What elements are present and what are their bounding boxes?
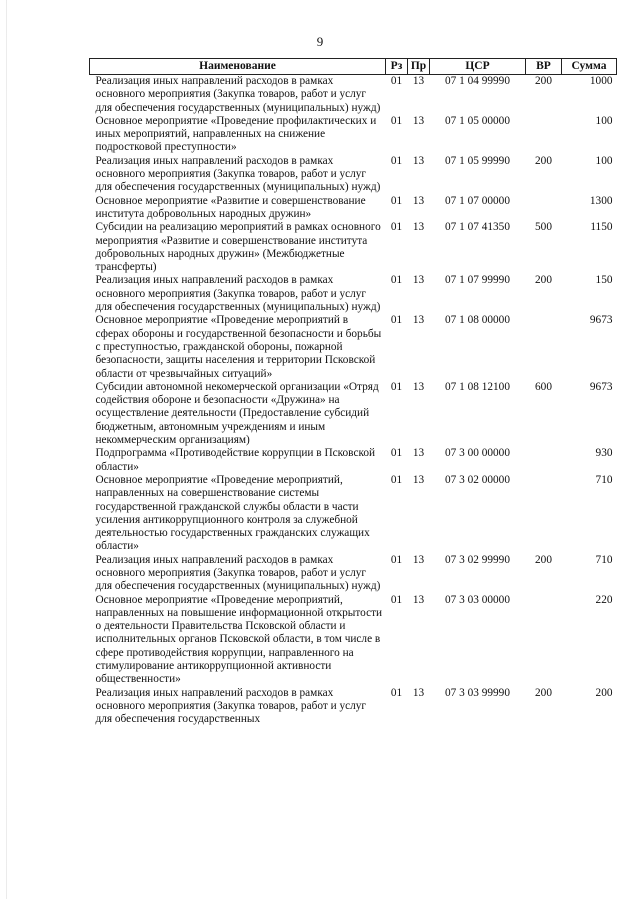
table-row bbox=[90, 447, 617, 474]
cell-pr: 13 bbox=[412, 114, 425, 127]
cell-vr bbox=[526, 447, 562, 474]
cell-vr bbox=[526, 314, 562, 380]
header-csr: ЦСР bbox=[430, 59, 526, 75]
table-row bbox=[90, 381, 617, 447]
cell-vr bbox=[526, 474, 562, 554]
cell-sum: 100 bbox=[595, 154, 613, 167]
cell-pr: 13 bbox=[412, 380, 425, 393]
cell-csr: 07 1 07 99990 bbox=[445, 274, 510, 287]
cell-pr: 13 bbox=[412, 154, 425, 167]
cell-sum: 9673 bbox=[589, 380, 613, 393]
cell-name: Основное мероприятие «Проведение профилактических и иных мероприятий, направленных на снижение подростковой преступности» bbox=[95, 114, 377, 154]
cell-name: Основное мероприятие «Проведение мероприятий в сферах обороны и государственной безопасности и борьбы с преступностью, гражданской обороны, пожарной безопасности, защиты населения и территории Псковской области от чрезвычайных ситуаций» bbox=[95, 314, 382, 380]
cell-rz: 01 bbox=[390, 473, 403, 486]
table-row bbox=[90, 687, 617, 727]
cell-rz: 01 bbox=[390, 553, 403, 566]
cell-csr: 07 3 03 99990 bbox=[445, 686, 510, 699]
cell-sum: 1000 bbox=[589, 75, 613, 87]
table-row bbox=[90, 115, 617, 155]
cell-vr: 200 bbox=[535, 75, 552, 87]
cell-rz: 01 bbox=[390, 686, 403, 699]
cell-sum: 220 bbox=[595, 593, 613, 606]
cell-pr: 13 bbox=[412, 314, 425, 327]
cell-csr: 07 1 08 00000 bbox=[445, 314, 510, 327]
table-body bbox=[90, 75, 617, 727]
cell-pr: 13 bbox=[412, 221, 425, 234]
cell-pr: 13 bbox=[412, 686, 425, 699]
header-pr: Пр bbox=[408, 59, 430, 75]
cell-name: Основное мероприятие «Проведение мероприятий, направленных на повышение информационной открытости о деятельности Правительства Псковской области и исполнительных органов Псковской области, в том числе в сфере противодействия коррупции, направленного на стимулирование антикоррупционной активности общественности» bbox=[95, 593, 383, 686]
cell-sum: 930 bbox=[595, 447, 613, 460]
page-number: 9 bbox=[316, 34, 324, 49]
cell-vr: 200 bbox=[535, 553, 552, 566]
cell-vr: 600 bbox=[535, 380, 552, 393]
cell-pr: 13 bbox=[412, 473, 425, 486]
cell-sum: 1150 bbox=[590, 221, 613, 234]
table-row bbox=[90, 195, 617, 222]
scan-edge bbox=[6, 0, 7, 899]
cell-csr: 07 3 00 00000 bbox=[445, 447, 510, 460]
table-row bbox=[90, 75, 617, 115]
cell-csr: 07 1 05 99990 bbox=[445, 154, 510, 167]
table-row bbox=[90, 155, 617, 195]
cell-name: Реализация иных направлений расходов в рамках основного мероприятия (Закупка товаров, работ и услуг для обеспечения государственных (муниципальных) нужд) bbox=[95, 154, 381, 194]
cell-rz: 01 bbox=[390, 154, 403, 167]
cell-rz: 01 bbox=[390, 75, 403, 87]
cell-vr: 500 bbox=[535, 221, 552, 234]
cell-pr: 13 bbox=[412, 274, 425, 287]
cell-sum: 710 bbox=[595, 473, 613, 486]
table-row bbox=[90, 474, 617, 554]
cell-rz: 01 bbox=[390, 314, 403, 327]
cell-csr: 07 1 05 00000 bbox=[445, 114, 510, 127]
cell-csr: 07 3 02 00000 bbox=[445, 473, 510, 486]
cell-rz: 01 bbox=[390, 221, 403, 234]
cell-pr: 13 bbox=[412, 593, 425, 606]
header-rz: Рз bbox=[386, 59, 408, 75]
cell-vr bbox=[526, 115, 562, 155]
header-name: Наименование bbox=[90, 59, 386, 75]
table-header-row bbox=[90, 59, 617, 75]
cell-csr: 07 3 02 99990 bbox=[445, 553, 510, 566]
cell-vr: 200 bbox=[535, 274, 552, 287]
cell-rz: 01 bbox=[390, 274, 403, 287]
cell-vr: 200 bbox=[535, 686, 552, 699]
cell-vr bbox=[526, 594, 562, 687]
cell-pr: 13 bbox=[412, 194, 425, 207]
table-row bbox=[90, 314, 617, 380]
cell-name: Реализация иных направлений расходов в рамках основного мероприятия (Закупка товаров, работ и услуг для обеспечения государственных bbox=[95, 686, 367, 726]
cell-sum: 150 bbox=[595, 274, 613, 287]
cell-pr: 13 bbox=[412, 553, 425, 566]
budget-table bbox=[89, 58, 617, 727]
cell-name: Основное мероприятие «Проведение мероприятий, направленных на совершенствование системы государственной гражданской службы области в части усиления антикоррупционного контроля за служебной деятельностью государственных гражданских служащих области» bbox=[95, 473, 370, 553]
cell-pr: 13 bbox=[412, 75, 425, 87]
cell-pr: 13 bbox=[412, 447, 425, 460]
cell-name: Реализация иных направлений расходов в рамках основного мероприятия (Закупка товаров, работ и услуг для обеспечения государственных (муниципальных) нужд) bbox=[95, 274, 381, 314]
table-row bbox=[90, 274, 617, 314]
cell-vr bbox=[526, 195, 562, 222]
cell-csr: 07 1 08 12100 bbox=[445, 380, 510, 393]
cell-name: Субсидии автономной некомерческой организации «Отряд содействия обороне и безопасности «Дружина» на осуществление деятельности (Предоставление субсидий бюджетным, автономным учреждениям и иным некоммерческим организациям) bbox=[95, 380, 379, 447]
cell-name: Основное мероприятие «Развитие и совершенствование института добровольных народных дружин» bbox=[95, 194, 366, 220]
cell-name: Реализация иных направлений расходов в рамках основного мероприятия (Закупка товаров, работ и услуг для обеспечения государственных (муниципальных) нужд) bbox=[95, 75, 381, 114]
cell-sum: 710 bbox=[595, 553, 613, 566]
cell-sum: 1300 bbox=[589, 194, 613, 207]
cell-csr: 07 3 03 00000 bbox=[445, 593, 510, 606]
cell-rz: 01 bbox=[390, 194, 403, 207]
cell-sum: 100 bbox=[595, 114, 613, 127]
cell-csr: 07 1 07 00000 bbox=[445, 194, 510, 207]
cell-sum: 200 bbox=[595, 686, 613, 699]
table-row bbox=[90, 554, 617, 594]
cell-rz: 01 bbox=[390, 447, 403, 460]
cell-rz: 01 bbox=[390, 380, 403, 393]
cell-csr: 07 1 07 41350 bbox=[445, 221, 510, 234]
cell-name: Субсидии на реализацию мероприятий в рамках основного мероприятия «Развитие и совершенствование института добровольных народных дружин» (Межбюджетные трансферты) bbox=[95, 221, 381, 274]
cell-rz: 01 bbox=[390, 114, 403, 127]
header-sum: Сумма bbox=[562, 59, 617, 75]
cell-sum: 9673 bbox=[589, 314, 613, 327]
cell-name: Реализация иных направлений расходов в рамках основного мероприятия (Закупка товаров, работ и услуг для обеспечения государственных (муниципальных) нужд) bbox=[95, 553, 381, 593]
cell-csr: 07 1 04 99990 bbox=[445, 75, 510, 87]
table-row bbox=[90, 221, 617, 274]
cell-name: Подпрограмма «Противодействие коррупции в Псковской области» bbox=[95, 447, 376, 473]
cell-vr: 200 bbox=[535, 154, 552, 167]
header-vr: ВР bbox=[526, 59, 562, 75]
table-row bbox=[90, 594, 617, 687]
cell-rz: 01 bbox=[390, 593, 403, 606]
